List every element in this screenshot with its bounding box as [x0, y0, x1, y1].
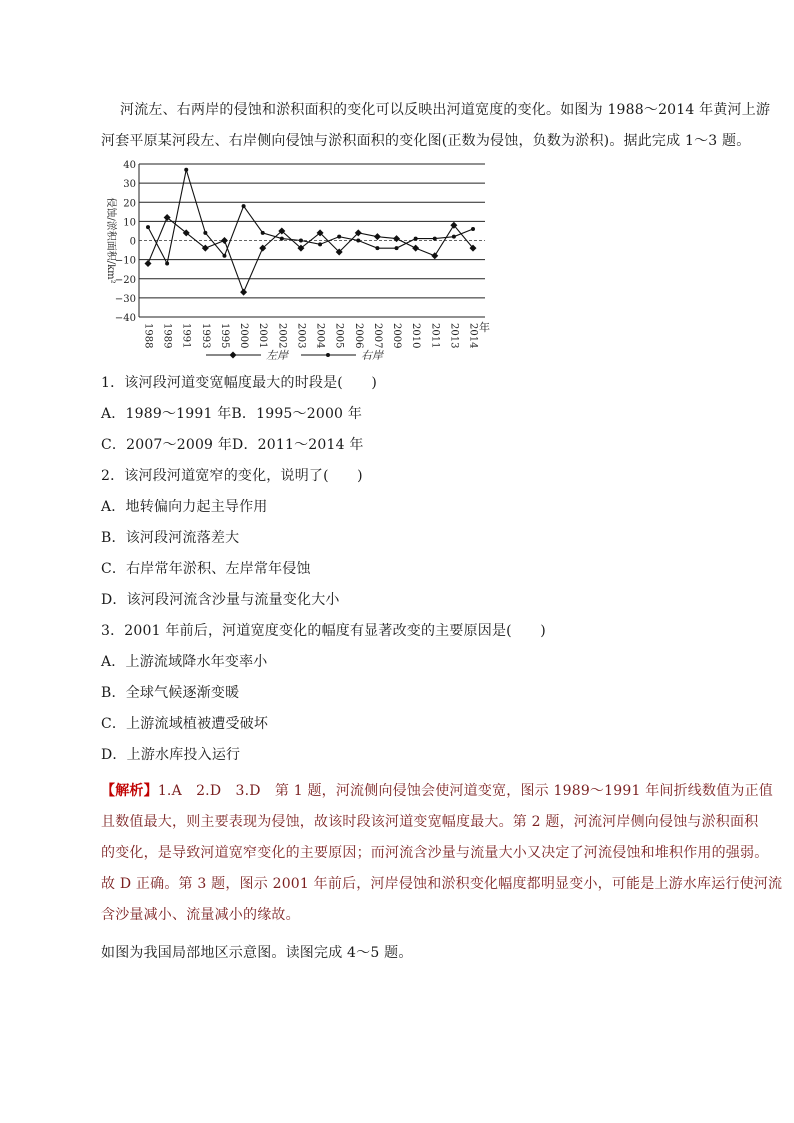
- question-2-option-c: C．右岸常年淤积、左岸常年侵蚀: [101, 561, 311, 577]
- y-tick-label: −10: [114, 255, 136, 267]
- erosion-deposition-chart: [96, 156, 506, 362]
- y-axis-label: 侵蚀/淤积面积/km²: [105, 197, 116, 284]
- question-3-option-a: A．上游流域降水年变率小: [101, 654, 268, 670]
- left-bank-point: [240, 289, 247, 296]
- right-bank-point: [165, 261, 169, 265]
- left-bank-point: [221, 237, 228, 244]
- left-bank-point: [431, 252, 438, 259]
- right-bank-point: [242, 204, 246, 208]
- chart-series: [145, 168, 477, 296]
- right-bank-point: [184, 168, 188, 172]
- analysis-answers: 1.A 2.D 3.D 第 1 题，河流侧向侵蚀会使河道变宽，图示 1989～1991 年间折线数值为正值: [157, 783, 774, 799]
- x-tick-label: 2009: [391, 323, 403, 349]
- question-2-stem: 2．该河段河道宽窄的变化，说明了( ): [101, 468, 363, 484]
- right-bank-point: [280, 237, 284, 241]
- right-bank-point: [318, 242, 322, 246]
- right-bank-point: [433, 237, 437, 241]
- right-bank-point: [452, 235, 456, 239]
- x-tick-label: 2001: [257, 323, 269, 349]
- analysis-line-3: 的变化，是导致河道宽窄变化的主要原因；而河流含沙量与流量大小又决定了河流侵蚀和堆积作用的强弱。: [101, 845, 769, 861]
- legend-marker: [230, 352, 237, 359]
- x-axis-unit: 年: [479, 321, 490, 334]
- right-bank-point: [222, 254, 226, 258]
- left-bank-point: [393, 235, 400, 242]
- y-tick-label: 0: [129, 236, 136, 248]
- x-tick-label: 2004: [314, 323, 326, 349]
- next-section-intro: 如图为我国局部地区示意图。读图完成 4～5 题。: [101, 945, 413, 961]
- x-tick-labels: [143, 323, 479, 348]
- question-3-option-b: B．全球气候逐渐变暖: [101, 685, 240, 701]
- y-tick-label: 10: [123, 217, 136, 229]
- analysis-line-1: [101, 781, 773, 801]
- right-bank-point: [337, 235, 341, 239]
- y-tick-label: −30: [114, 293, 136, 305]
- x-tick-label: 2005: [333, 323, 345, 349]
- intro-line-2: 河套平原某河段左、右岸侧向侵蚀与淤积面积的变化图(正数为侵蚀，负数为淤积)。据此完成 1～3 题。: [101, 133, 751, 149]
- x-tick-label: 1991: [180, 323, 192, 349]
- right-bank-point: [356, 239, 360, 243]
- question-3-stem: 3．2001 年前后，河道宽度变化的幅度有显著改变的主要原因是( ): [101, 623, 546, 639]
- right-bank-point: [146, 225, 150, 229]
- x-tick-label: 2002: [276, 323, 288, 349]
- x-tick-label: 1995: [218, 323, 230, 349]
- question-1-stem: 1．该河段河道变宽幅度最大的时段是( ): [101, 375, 378, 391]
- question-2-option-a: A．地转偏向力起主导作用: [101, 499, 268, 515]
- y-tick-label: −40: [114, 313, 136, 324]
- x-tick-label: 2011: [429, 323, 441, 349]
- intro-line-1: 河流左、右两岸的侵蚀和淤积面积的变化可以反映出河道宽度的变化。如图为 1988～2014 年黄河上游: [120, 102, 771, 118]
- right-bank-point: [395, 246, 399, 250]
- right-bank-point: [414, 237, 418, 241]
- right-bank-point: [375, 246, 379, 250]
- legend-marker: [326, 353, 330, 357]
- x-tick-label: 2006: [352, 323, 364, 349]
- analysis-line-4: 故 D 正确。第 3 题，图示 2001 年前后，河岸侵蚀和淤积变化幅度都明显变小，可能是上游水库运行使河流: [101, 876, 783, 892]
- x-tick-label: 2014: [467, 323, 479, 349]
- y-tick-label: 40: [123, 160, 136, 171]
- x-tick-label: 2013: [448, 323, 460, 349]
- question-3-option-d: D．上游水库投入运行: [101, 747, 241, 763]
- y-tick-label: 20: [123, 198, 136, 210]
- question-1-options-a-b: A．1989～1991 年B．1995～2000 年: [101, 406, 363, 422]
- left-bank-point: [412, 245, 419, 252]
- x-tick-label: 2007: [371, 323, 383, 349]
- y-tick-label: 30: [123, 179, 136, 191]
- x-tick-label: 1988: [142, 323, 154, 349]
- left-bank-point: [374, 233, 381, 240]
- right-bank-point: [471, 227, 475, 231]
- right-bank-point: [261, 231, 265, 235]
- x-tick-label: 1989: [161, 323, 173, 349]
- question-2-option-b: B．该河段河流落差大: [101, 530, 240, 546]
- y-tick-label: −20: [114, 274, 136, 286]
- question-3-option-c: C．上游流域植被遭受破坏: [101, 716, 269, 732]
- x-tick-label: 2003: [295, 323, 307, 349]
- legend-label: 右岸: [361, 349, 383, 362]
- analysis-line-5: 含沙量减小、流量减小的缘故。: [101, 907, 300, 923]
- series-line: [148, 170, 473, 264]
- legend-label: 左岸: [266, 349, 288, 362]
- question-1-options-c-d: C．2007～2009 年D．2011～2014 年: [101, 437, 364, 453]
- right-bank-point: [203, 231, 207, 235]
- right-bank-point: [299, 239, 303, 243]
- left-bank-point: [145, 260, 152, 267]
- series-line: [148, 218, 473, 293]
- x-tick-label: 2000: [238, 323, 250, 349]
- x-tick-label: 1993: [199, 323, 211, 349]
- y-tick-labels: [115, 160, 136, 324]
- chart-legend: [206, 349, 384, 362]
- analysis-line-2: 且数值最大，则主要表现为侵蚀，故该时段该河道变宽幅度最大。第 2 题，河流河岸侧向侵蚀与淤积面积: [101, 814, 759, 830]
- analysis-tag: 【解析】: [101, 783, 158, 799]
- x-tick-label: 2010: [410, 323, 422, 349]
- question-2-option-d: D．该河段河流含沙量与流量变化大小: [101, 592, 340, 608]
